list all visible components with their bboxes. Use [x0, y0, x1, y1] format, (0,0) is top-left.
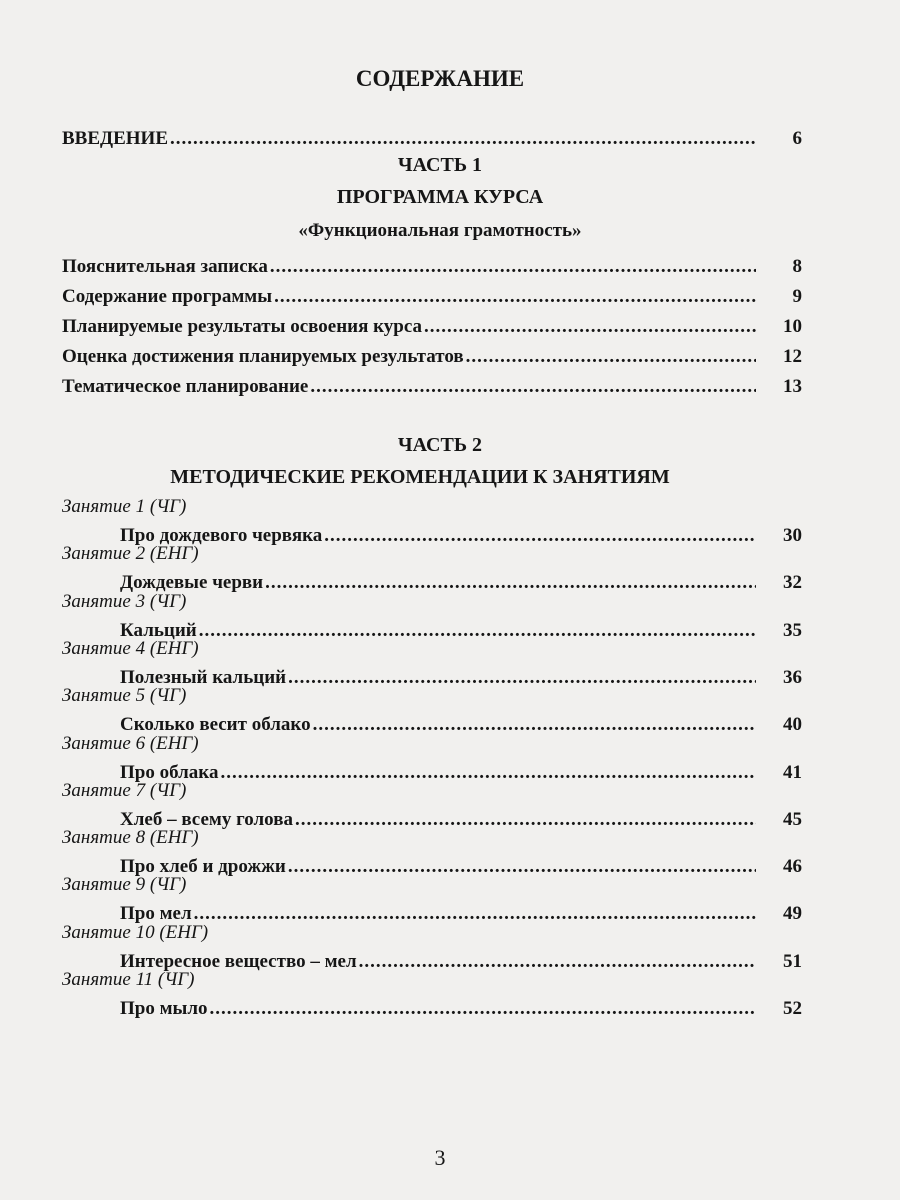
dot-leader [220, 762, 756, 784]
dot-leader [210, 998, 756, 1020]
entry-page: 41 [783, 761, 802, 783]
toc-entry[interactable] [120, 998, 802, 1020]
lesson-label: Занятие 6 (ЕНГ) [62, 732, 199, 754]
toc-entry[interactable] [120, 667, 802, 689]
lesson-label: Занятие 3 (ЧГ) [62, 590, 187, 612]
entry-title: Дождевые черви [120, 572, 264, 594]
entry-page: 10 [783, 316, 802, 337]
part1-subheading: «Функциональная грамотность» [298, 220, 582, 241]
entry-title: Про мел [120, 903, 192, 925]
entry-page: 46 [783, 856, 802, 878]
entry-page: 40 [783, 714, 802, 736]
toc-title: СОДЕРЖАНИЕ [355, 66, 525, 91]
entry-title: Оценка достижения планируемых результатов [62, 346, 464, 367]
dot-leader [324, 525, 756, 547]
dot-leader [265, 572, 756, 594]
part2-heading: МЕТОДИЧЕСКИЕ РЕКОМЕНДАЦИИ К ЗАНЯТИЯМ [170, 466, 670, 488]
entry-page: 6 [792, 128, 802, 149]
entry-title: ВВЕДЕНИЕ [62, 128, 168, 149]
entry-title: Про дождевого червяка [120, 525, 323, 546]
lesson-label: Занятие 4 (ЕНГ) [62, 637, 199, 659]
toc-entry[interactable] [62, 256, 802, 278]
lesson-label: Занятие 10 (ЕНГ) [62, 921, 209, 943]
entry-title: Про мыло [120, 998, 208, 1019]
toc-entry[interactable] [120, 714, 802, 736]
dot-leader [359, 951, 756, 973]
page-number: 3 [434, 1145, 446, 1170]
toc-entry[interactable] [62, 376, 802, 398]
entry-title: Содержание программы [62, 286, 273, 307]
entry-title: Кальций [120, 619, 197, 641]
dot-leader [313, 714, 756, 736]
lesson-label: Занятие 9 (ЧГ) [62, 874, 187, 896]
part2-label: ЧАСТЬ 2 [397, 434, 483, 456]
toc-entry[interactable] [120, 856, 802, 878]
lesson-label: Занятие 8 (ЕНГ) [62, 827, 199, 849]
entry-page: 49 [783, 903, 802, 925]
toc-entry[interactable] [120, 620, 802, 642]
lesson-label: Занятие 5 (ЧГ) [62, 685, 187, 707]
dot-leader [274, 286, 756, 308]
toc-entry[interactable] [120, 525, 802, 547]
entry-title: Сколько весит облако [120, 714, 311, 736]
lesson-label: Занятие 11 (ЧГ) [62, 969, 195, 990]
entry-page: 51 [783, 950, 802, 972]
dot-leader [466, 346, 756, 368]
toc-entry[interactable] [120, 762, 802, 784]
toc-entry-intro[interactable] [62, 128, 802, 150]
lesson-label: Занятие 1 (ЧГ) [62, 496, 187, 517]
entry-title: Тематическое планирование [62, 376, 309, 397]
dot-leader [424, 316, 756, 338]
toc-entry[interactable] [62, 346, 802, 368]
toc-entry[interactable] [120, 572, 802, 594]
dot-leader [288, 856, 756, 878]
entry-page: 45 [783, 808, 802, 830]
part1-label: ЧАСТЬ 1 [397, 154, 483, 176]
dot-leader [295, 809, 756, 831]
entry-page: 13 [783, 376, 802, 397]
part1-heading: ПРОГРАММА КУРСА [336, 186, 544, 208]
entry-title: Пояснительная записка [62, 256, 268, 277]
entry-title: Хлеб – всему голова [120, 808, 293, 830]
entry-title: Планируемые результаты освоения курса [62, 316, 423, 337]
toc-entry[interactable] [62, 316, 802, 338]
dot-leader [170, 128, 756, 150]
entry-page: 36 [783, 666, 802, 688]
entry-page: 9 [792, 286, 802, 307]
dot-leader [288, 667, 756, 689]
entry-title: Интересное вещество – мел [120, 950, 357, 972]
dot-leader [270, 256, 756, 278]
entry-page: 30 [783, 525, 802, 546]
toc-entry[interactable] [62, 286, 802, 308]
toc-entry[interactable] [120, 951, 802, 973]
entry-page: 32 [783, 572, 802, 594]
lesson-label: Занятие 2 (ЕНГ) [62, 543, 199, 565]
entry-page: 35 [783, 619, 802, 641]
dot-leader [199, 620, 756, 642]
dot-leader [194, 903, 756, 925]
entry-page: 12 [783, 346, 802, 367]
toc-entry[interactable] [120, 903, 802, 925]
lesson-label: Занятие 7 (ЧГ) [62, 779, 187, 801]
entry-page: 8 [792, 256, 802, 277]
entry-title: Полезный кальций [120, 666, 287, 688]
entry-title: Про хлеб и дрожжи [120, 856, 286, 878]
entry-page: 52 [783, 998, 802, 1019]
entry-title: Про облака [120, 761, 219, 783]
toc-entry[interactable] [120, 809, 802, 831]
dot-leader [310, 376, 756, 398]
